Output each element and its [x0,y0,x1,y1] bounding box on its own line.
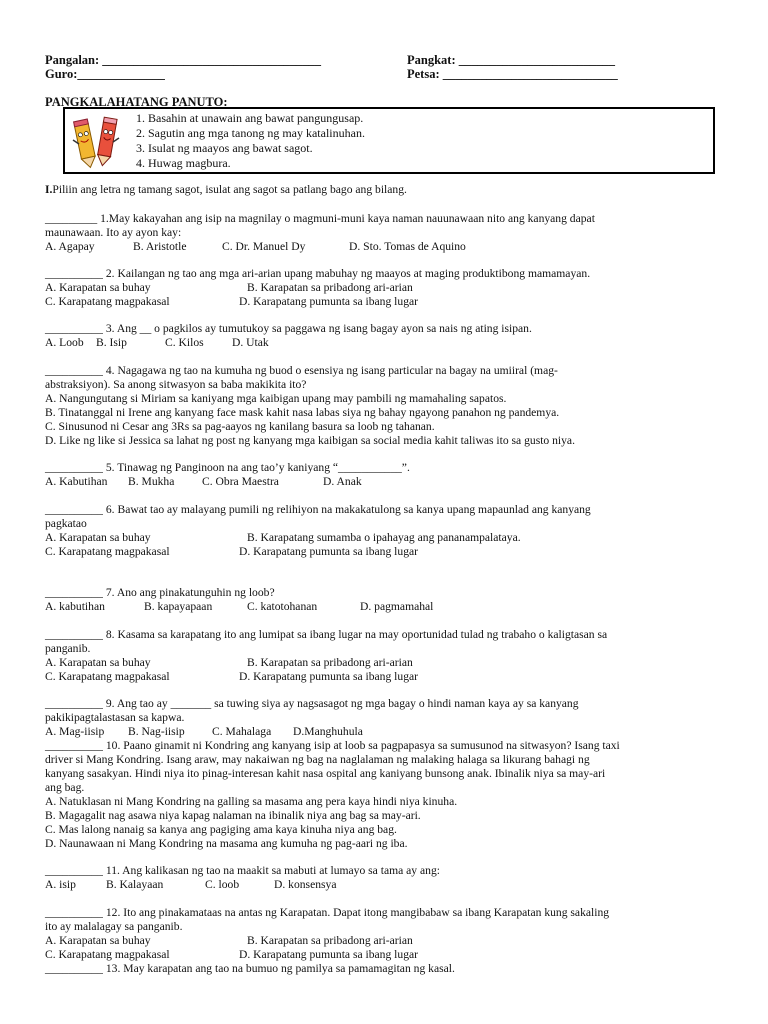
q6-option-b: B. Karapatang sumamba o ipahayag ang pananampalataya. [247,531,521,544]
question-9-cont: pakikipagtalastasan sa kapwa. [45,711,185,724]
question-5: __________ 5. Tinawag ng Panginoon na ang tao’y kaniyang “___________”. [45,461,410,474]
part-one-instruction: I.Piliin ang letra ng tamang sagot, isulat ang sagot sa patlang bago ang bilang. [45,183,407,196]
instruction-item-2: 2. Sagutin ang mga tanong ng may katalinuhan. [136,126,365,140]
question-11: __________ 11. Ang kalikasan ng tao na maakit sa mabuti at lumayo sa tama ay ang: [45,864,440,877]
date-field-label: Petsa: ____________________________ [407,67,618,81]
question-3: __________ 3. Ang __ o pagkilos ay tumutukoy sa paggawa ng isang bagay ayon sa nais ng ating isipan. [45,322,532,335]
question-12-cont: ito ay malalagay sa panganib. [45,920,183,933]
q3-option-a: A. Loob [45,336,84,349]
q11-option-b: B. Kalayaan [106,878,164,891]
q8-option-a: A. Karapatan sa buhay [45,656,151,669]
instructions-title: PANGKALAHATANG PANUTO: [45,95,228,109]
q7-option-a: A. kabutihan [45,600,105,613]
question-8-cont: panganib. [45,642,91,655]
q10-option-d: D. Naunawaan ni Mang Kondring na masama ang kumuha ng pag-aari ng iba. [45,837,408,850]
q3-option-d: D. Utak [232,336,269,349]
question-4: __________ 4. Nagagawa ng tao na kumuha ng buod o esensiya ng isang particular na bagay na umiiral (mag- [45,364,558,377]
q4-option-c: C. Sinusunod ni Cesar ang 3Rs sa pag-aayos ng kanilang basura sa loob ng tahanan. [45,420,435,433]
q9-option-a: A. Mag-iisip [45,725,105,738]
q2-option-c: C. Karapatang magpakasal [45,295,170,308]
q6-option-d: D. Karapatang pumunta sa ibang lugar [239,545,419,558]
q1-option-a: A. Agapay [45,240,95,253]
q7-option-c: C. katotohanan [247,600,318,613]
q5-option-a: A. Kabutihan [45,475,108,488]
q7-option-b: B. kapayapaan [144,600,213,613]
question-10-cont-3: ang bag. [45,781,85,794]
q11-option-c: C. loob [205,878,240,891]
q2-option-d: D. Karapatang pumunta sa ibang lugar [239,295,419,308]
q12-option-a: A. Karapatan sa buhay [45,934,151,947]
q2-option-a: A. Karapatan sa buhay [45,281,151,294]
q9-option-b: B. Nag-iisip [128,725,185,738]
q5-option-c: C. Obra Maestra [202,475,279,488]
q10-option-b: B. Magagalit nag asawa niya kapag nalaman na ibinalik niya ang bag sa may-ari. [45,809,421,822]
q9-option-d: D.Manghuhula [293,725,363,738]
question-1: _________ 1.May kakayahan ang isip na magnilay o magmuni-muni kaya naman nauunawaan nito ang kanyang dapat [45,212,595,225]
question-12: __________ 12. Ito ang pinakamataas na antas ng Karapatan. Dapat itong mangibabaw sa ibang Karapatan kung sakaling [45,906,610,919]
question-6: __________ 6. Bawat tao ay malayang pumili ng relihiyon na makakatulong sa kanya upang mapaunlad ang kanyang [45,503,591,516]
pencil-mascot-icon [69,112,123,170]
q8-option-b: B. Karapatan sa pribadong ari-arian [247,656,413,669]
q2-option-b: B. Karapatan sa pribadong ari-arian [247,281,413,294]
q1-option-b: B. Aristotle [133,240,187,253]
q8-option-d: D. Karapatang pumunta sa ibang lugar [239,670,419,683]
question-10: __________ 10. Paano ginamit ni Kondring ang kanyang isip at loob sa pagpapasya sa sumusunod na sitwasyon? Isang taxi [45,739,620,752]
q12-option-c: C. Karapatang magpakasal [45,948,170,961]
question-1-cont: maunawaan. Ito ay ayon kay: [45,226,182,239]
q5-option-b: B. Mukha [128,475,175,488]
question-4-cont: abstraksiyon). Sa anong sitwasyon sa baba makikita ito? [45,378,307,391]
q4-option-d: D. Like ng like si Jessica sa lahat ng post ng kanyang mga kaibigan sa social media kahit taliwas ito sa gusto niya. [45,434,575,447]
instruction-item-3: 3. Isulat ng maayos ang bawat sagot. [136,141,313,155]
q3-option-c: C. Kilos [165,336,204,349]
question-7: __________ 7. Ano ang pinakatunguhin ng loob? [45,586,275,599]
name-field-label: Pangalan: ___________________________________ [45,53,322,67]
q10-option-a: A. Natuklasan ni Mang Kondring na galling sa masama ang pera kaya hindi niya kinuha. [45,795,458,808]
q7-option-d: D. pagmamahal [360,600,434,613]
question-10-cont-2: kanyang sasakyan. Hindi niya ito pinag-interesan kahit nasa ospital ang kaniyang bunsong anak. Ibinalik niya sa may-ari [45,767,606,780]
q6-option-a: A. Karapatan sa buhay [45,531,151,544]
instruction-item-1: 1. Basahin at unawain ang bawat pangungusap. [136,111,364,125]
teacher-field-label: Guro:______________ [45,67,165,81]
question-10-cont-1: driver si Mang Kondring. Isang araw, may nakaiwan ng bag na naglalaman ng malaking halaga sa likurang bahagi ng [45,753,590,766]
q1-option-d: D. Sto. Tomas de Aquino [349,240,466,253]
q12-option-b: B. Karapatan sa pribadong ari-arian [247,934,413,947]
q5-option-d: D. Anak [323,475,362,488]
q8-option-c: C. Karapatang magpakasal [45,670,170,683]
q9-option-c: C. Mahalaga [212,725,272,738]
q10-option-c: C. Mas lalong nanaig sa kanya ang pagiging ama kaya kinuha niya ang bag. [45,823,397,836]
question-6-cont: pagkatao [45,517,87,530]
q3-option-b: B. Isip [96,336,127,349]
q4-option-a: A. Nangungutang si Miriam sa kaniyang mga kaibigan upang may pambili ng mamahaling sapatos. [45,392,507,405]
question-2: __________ 2. Kailangan ng tao ang mga ari-arian upang mabuhay ng maayos at maging produktibong mamamayan. [45,267,591,280]
question-8: __________ 8. Kasama sa karapatang ito ang lumipat sa ibang lugar na may oportunidad tulad ng trabaho o kaligtasan sa [45,628,608,641]
q12-option-d: D. Karapatang pumunta sa ibang lugar [239,948,419,961]
instructions-box [63,107,715,174]
section-field-label: Pangkat: _________________________ [407,53,615,67]
q1-option-c: C. Dr. Manuel Dy [222,240,306,253]
question-9: __________ 9. Ang tao ay _______ sa tuwing siya ay nagsasagot ng mga bagay o hindi naman kaya ay sa kanyang [45,697,579,710]
q4-option-b: B. Tinatanggal ni Irene ang kanyang face mask kahit nasa labas siya ng bahay ngayong panahon ng pandemya. [45,406,560,419]
question-13: __________ 13. May karapatan ang tao na bumuo ng pamilya sa pamamagitan ng kasal. [45,962,455,975]
q11-option-d: D. konsensya [274,878,337,891]
q11-option-a: A. isip [45,878,76,891]
q6-option-c: C. Karapatang magpakasal [45,545,170,558]
instruction-item-4: 4. Huwag magbura. [136,156,231,170]
